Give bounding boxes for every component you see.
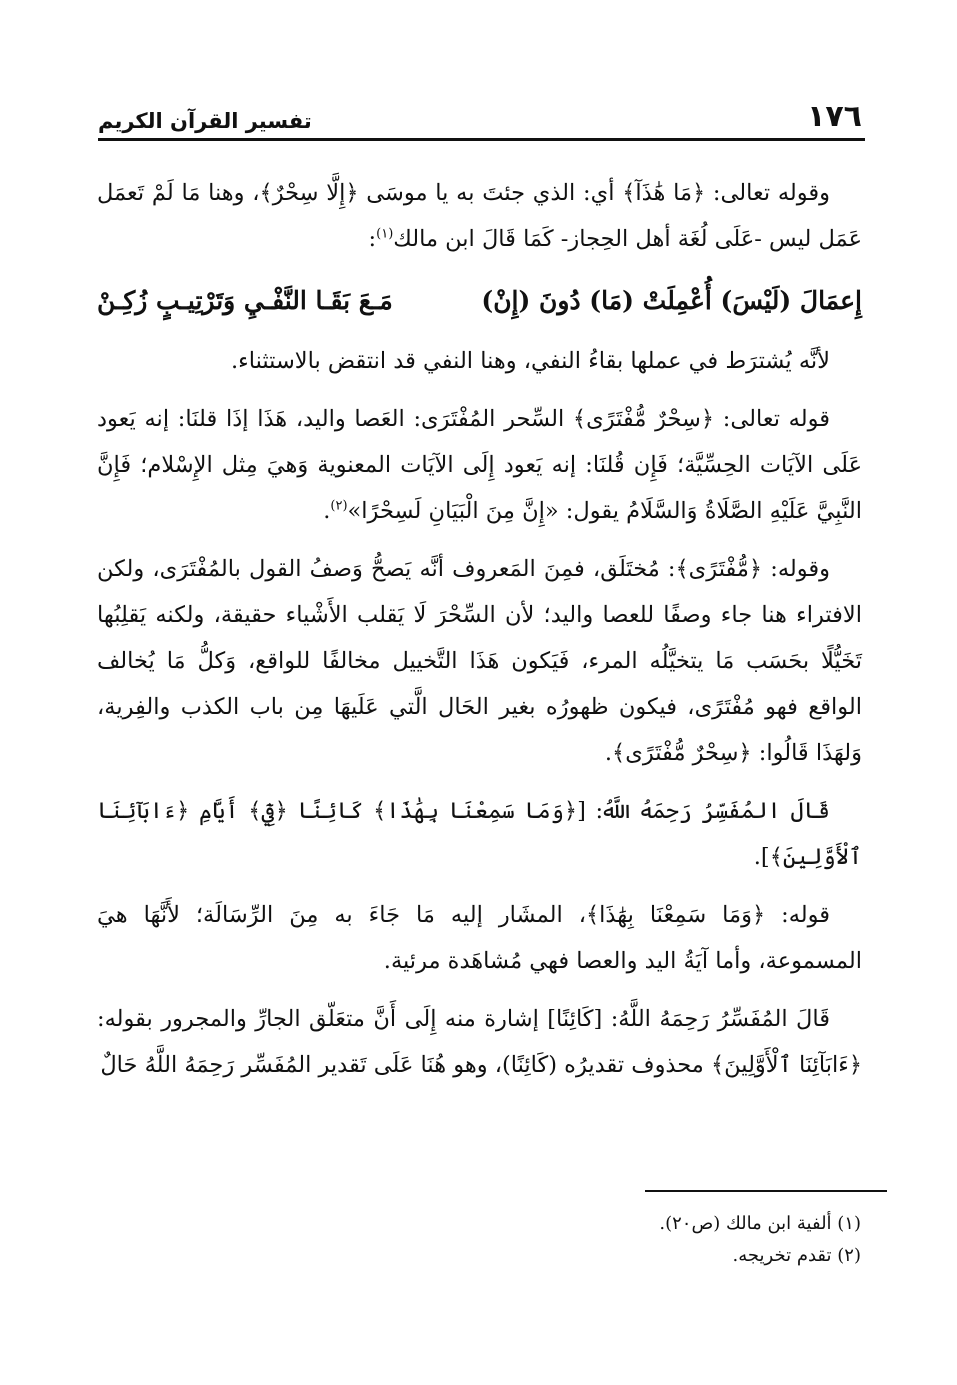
header-rule (98, 138, 865, 141)
footnote: (٢) تقدم تخريجه. (732, 1245, 861, 1266)
paragraph: لأنَّه يُشترَط في عملها بقاءُ النفي، وهنا النفي قد انتقض بالاستثناء. (231, 348, 830, 374)
paragraph-text: وقوله تعالى: ﴿مَا هَٰذَآ﴾ أي: الذي جئتَ به يا موسَى ﴿إِلَّا سِحْرٌ﴾، وهنا مَا لَمْ تَعمَل عَمَل ليس -عَلَى لُغَة أهل الحِجاز- كَمَا قَالَ ابن مالك (97, 180, 862, 252)
book-title: تفسير القرآن الكريم (98, 109, 312, 133)
paragraph (97, 396, 862, 534)
paragraph: قَالَ المُفَسِّرُ رَحِمَهُ اللَّهُ: [كَائِنًا] إشارة منه إِلَى أَنَّ متعَلّق الجارِّ والمجرور بقوله: ﴿ءَابَآئِنَا ٱلْأَوَّلِينَ﴾ محذوف تقديرُه (كَائِنًا)، وهو هُنَا عَلَى تَقدير المُفَسِّر رَحِمَهُ اللَّهُ حَالٌ (97, 1006, 862, 1078)
footnote-marker: (١) (376, 226, 394, 242)
poetry-verse (97, 274, 862, 328)
verse-first-hemistich: إِعمَالَ (لَيْسَ) أُعْمِلَتْ (مَا) دُونَ (إِنْ) (481, 286, 862, 315)
page-number: ١٧٦ (807, 99, 862, 134)
paragraph: وقوله: ﴿مُّفْتَرًى﴾: مُختَلَق، فمِنَ المَعروف أنَّه يَصحُّ وَصفُ القول بالمُفْتَرَى، ولكن الافتراء هنا جاء وصفًا للعصا واليد؛ لأن السِّحْرَ لَا يَقلب الأَشْياء حقيقة، ولكنه يَقلِبُها تَخَيُّلًا بحَسَب مَا يتخيَّلُه المرء، فَيَكون هَذَا التَّخييل مخالفًا للواقع، وَكلُّ مَا يُخالف الواقع فهو مُفْتَرًى، فيكون ظهورُه بغير الحَال الَّتي عَلَيهَا مِن باب الكذب والفِرية، وَلهَذَا قَالُوا: ﴿سِحْرٌ مُّفْتَرًى﴾. (97, 556, 862, 766)
paragraph: قوله: ﴿وَمَا سَمِعْنَا بِهَٰذَا﴾، المشَار إليه مَا جَاءَ به مِنَ الرِّسَالَة؛ لأَنَّهَا هيَ المسموعة، وأما آيَةُ اليد والعصا فهي مُشاهَدة مرئية. (97, 902, 862, 974)
body-text (97, 170, 862, 1100)
running-head (98, 88, 862, 132)
footnotes (96, 1208, 861, 1272)
footnote: (١) ألفية ابن مالك (ص٢٠). (659, 1213, 861, 1234)
paragraph (97, 170, 862, 262)
verse-second-hemistich: مَـعَ بَقَـا النَّفْـيِ وَتَرْتِيـبٍ زُكِـنْ (97, 286, 393, 315)
footnote-marker: (٢) (330, 498, 348, 514)
paragraph: قَالَ المُفَسِّرُ رَحِمَهُ اللَّهُ: [﴿وَمَا سَمِعْنَا بِهَٰذَا﴾ كَائِنًا ﴿فِيٓ﴾ أَيَّامِ ﴿ءَابَآئِنَا ٱلْأَوَّلِينَ﴾]. (97, 798, 862, 870)
paragraph-tail: : (368, 226, 377, 252)
paragraph-tail: . (323, 498, 331, 524)
footnote-rule (645, 1190, 887, 1192)
paragraph-text: قوله تعالى: ﴿سِحْرٌ مُّفْتَرًى﴾ السِّحر المُفْتَرَى: العَصا واليد، هَذَا إذَا قلنَا: إنه يَعود عَلَى الآيَات الحِسِّيَّة؛ فَإِن قُلنَا: إنه يَعود إِلَى الآيَات المعنوية وَهيَ مِثل الإِسْلام؛ فَإِنَّ النَّبِيَّ عَلَيْهِ الصَّلَاةُ وَالسَّلَامُ يقول: «إِنَّ مِنَ الْبَيَانِ لَسِحْرًا» (97, 406, 862, 524)
